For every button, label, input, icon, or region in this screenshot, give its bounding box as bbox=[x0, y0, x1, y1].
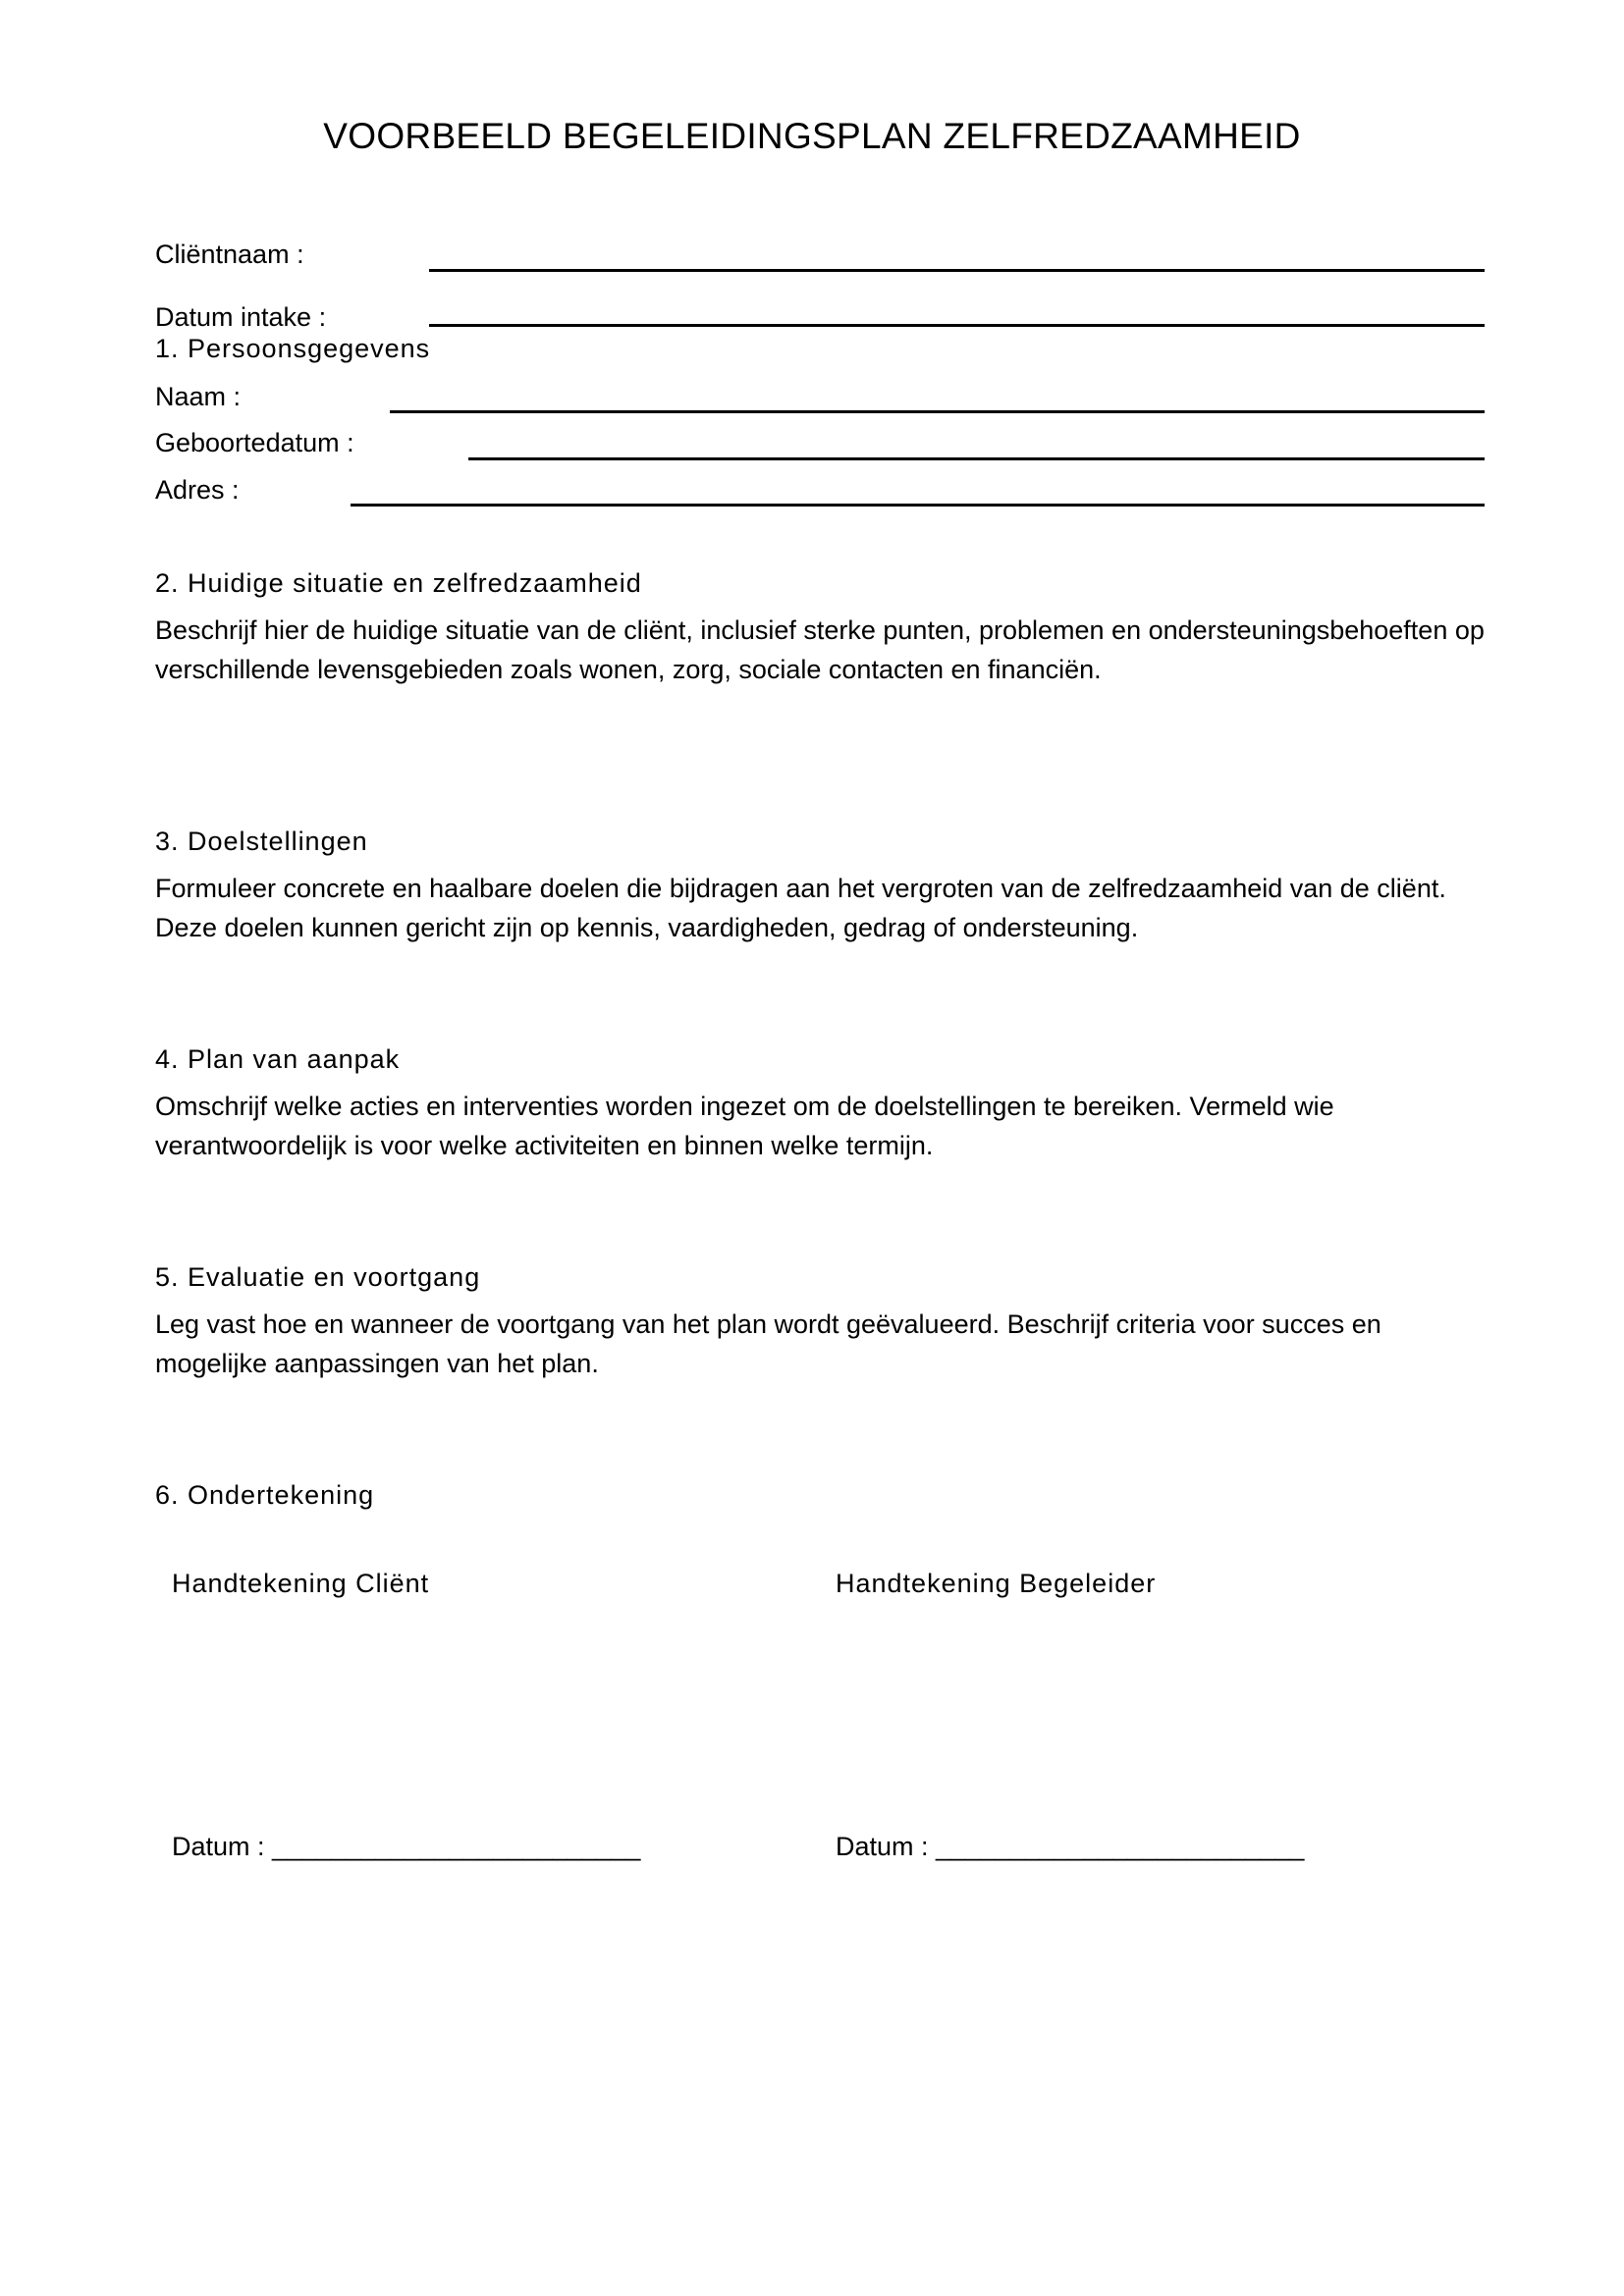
name-label: Naam : bbox=[155, 382, 242, 411]
section-4-heading: 4. Plan van aanpak bbox=[155, 1044, 401, 1074]
section-2-heading: 2. Huidige situatie en zelfredzaamheid bbox=[155, 568, 642, 598]
address-field[interactable] bbox=[351, 504, 1485, 507]
document-title: VOORBEELD BEGELEIDINGSPLAN ZELFREDZAAMHEID bbox=[323, 116, 1301, 156]
client-signature-label: Handtekening Cliënt bbox=[172, 1569, 430, 1598]
section-5-heading: 5. Evaluatie en voortgang bbox=[155, 1262, 481, 1292]
section-1-heading: 1. Persoonsgegevens bbox=[155, 334, 431, 363]
intake-date-label: Datum intake : bbox=[155, 302, 327, 332]
counselor-signature-date[interactable]: Datum : _________________________ bbox=[836, 1832, 1305, 1861]
client-name-label: Cliëntnaam : bbox=[155, 240, 304, 269]
section-5-text: Leg vast hoe en wanneer de voortgang van het plan wordt geëvalueerd. Beschrijf criteria voor succes en mogelijke aanpassingen van het plan. bbox=[155, 1309, 1381, 1378]
section-2-text: Beschrijf hier de huidige situatie van de cliënt, inclusief sterke punten, problemen en ondersteuningsbehoeften op verschillende levensgebieden zoals wonen, zorg, sociale contacten en financiën. bbox=[155, 615, 1485, 684]
intake-date-field[interactable] bbox=[429, 324, 1485, 327]
section-3-text: Formuleer concrete en haalbare doelen die bijdragen aan het vergroten van de zelfredzaamheid van de cliënt. Deze doelen kunnen gericht zijn op kennis, vaardigheden, gedrag of ondersteuning. bbox=[155, 874, 1446, 942]
birthdate-label: Geboortedatum : bbox=[155, 428, 354, 457]
section-6-heading: 6. Ondertekening bbox=[155, 1480, 375, 1510]
birthdate-field[interactable] bbox=[468, 457, 1485, 460]
section-4-text: Omschrijf welke acties en interventies worden ingezet om de doelstellingen te bereiken. Vermeld wie verantwoordelijk is voor welke activiteiten en binnen welke termijn. bbox=[155, 1092, 1334, 1160]
counselor-signature-label: Handtekening Begeleider bbox=[836, 1569, 1157, 1598]
address-label: Adres : bbox=[155, 475, 240, 505]
section-3-heading: 3. Doelstellingen bbox=[155, 827, 368, 856]
client-signature-date[interactable]: Datum : _________________________ bbox=[172, 1832, 641, 1861]
name-field[interactable] bbox=[390, 410, 1485, 413]
client-name-field[interactable] bbox=[429, 269, 1485, 272]
